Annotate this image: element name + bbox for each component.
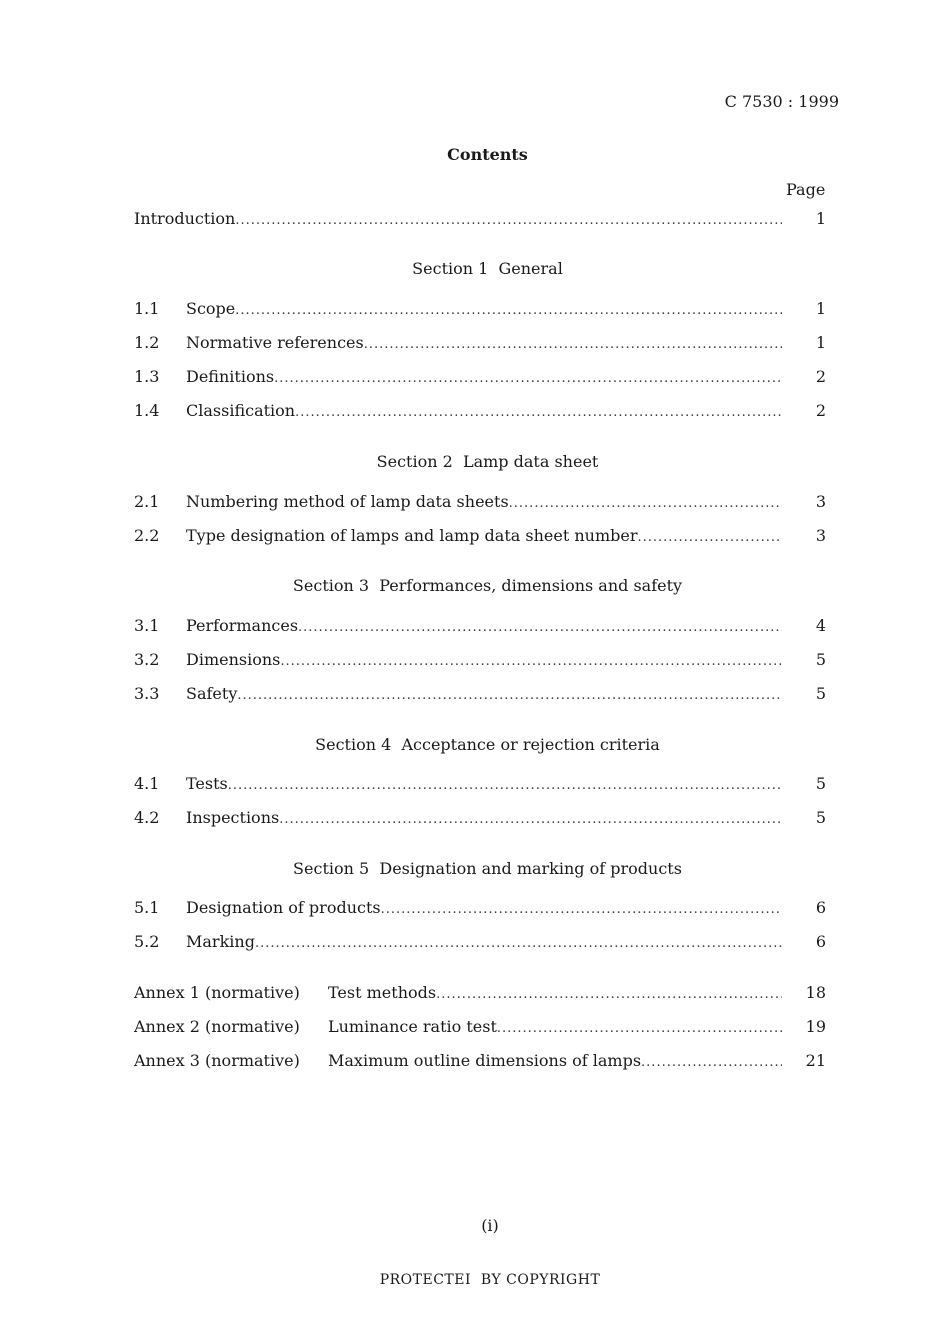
toc-entry-page: 3: [815, 526, 826, 545]
toc-entry-label: Inspections: [186, 808, 280, 827]
toc-entry[interactable]: [134, 299, 826, 321]
dot-leader: [436, 987, 782, 1002]
dot-leader: [235, 213, 782, 228]
toc-entry-number: 4.2: [134, 808, 160, 827]
toc-entry-label: Type designation of lamps and lamp data sheet number: [186, 526, 638, 545]
toc-entry-page: 18: [805, 983, 826, 1002]
toc-entry-number: 3.3: [134, 684, 160, 703]
toc-entry-label: Tests: [186, 774, 228, 793]
toc-entry[interactable]: [134, 401, 826, 423]
toc-entry-number: 4.1: [134, 774, 160, 793]
dot-leader: [280, 654, 782, 669]
dot-leader: [509, 496, 782, 511]
dot-leader: [641, 1055, 782, 1070]
annex-number: Annex 2 (normative): [134, 1017, 300, 1036]
toc-entry-label: Scope: [186, 299, 236, 318]
toc-entry-label: Safety: [186, 684, 238, 703]
toc-entry-introduction[interactable]: [134, 209, 826, 231]
toc-entry-label: Introduction: [134, 209, 236, 228]
toc-entry[interactable]: [134, 367, 826, 389]
toc-entry-number: 1.3: [134, 367, 160, 386]
contents-title: Contents: [447, 145, 528, 164]
toc-entry-page: 2: [815, 367, 826, 386]
dot-leader: [237, 688, 782, 703]
dot-leader: [295, 405, 782, 420]
toc-entry-label: Dimensions: [186, 650, 281, 669]
toc-entry-label: Classification: [186, 401, 296, 420]
dot-leader: [298, 620, 782, 635]
dot-leader: [274, 371, 782, 386]
toc-entry-number: 2.1: [134, 492, 160, 511]
toc-entry-number: 5.2: [134, 932, 160, 951]
dot-leader: [235, 303, 782, 318]
toc-entry-label: Luminance ratio test: [328, 1017, 497, 1036]
section-heading: Section 5 Designation and marking of products: [293, 859, 682, 878]
toc-entry-page: 5: [815, 684, 826, 703]
toc-entry-number: 3.1: [134, 616, 160, 635]
dot-leader: [497, 1021, 782, 1036]
toc-entry-label: Definitions: [186, 367, 275, 386]
toc-entry-number: 2.2: [134, 526, 160, 545]
toc-entry[interactable]: [134, 898, 826, 920]
section-heading: Section 2 Lamp data sheet: [376, 452, 599, 471]
toc-entry-page: 5: [815, 808, 826, 827]
toc-entry-page: 5: [815, 774, 826, 793]
toc-entry-label: Maximum outline dimensions of lamps: [328, 1051, 642, 1070]
toc-entry[interactable]: [134, 492, 826, 514]
toc-entry-label: Normative references: [186, 333, 364, 352]
section-heading: Section 1 General: [412, 259, 563, 278]
toc-entry-page: 3: [815, 492, 826, 511]
toc-annex-entry[interactable]: [134, 983, 826, 1005]
section-heading: Section 4 Acceptance or rejection criteria: [315, 735, 660, 754]
toc-entry-label: Marking: [186, 932, 255, 951]
toc-entry[interactable]: [134, 774, 826, 796]
page-column-header: Page: [786, 180, 826, 199]
toc-entry[interactable]: [134, 684, 826, 706]
annex-number: Annex 3 (normative): [134, 1051, 300, 1070]
dot-leader: [228, 778, 782, 793]
toc-entry[interactable]: [134, 808, 826, 830]
toc-entry-label: Designation of products: [186, 898, 381, 917]
copyright-notice: PROTECTEI BY COPYRIGHT: [379, 1272, 601, 1288]
toc-entry-page: 4: [815, 616, 826, 635]
toc-entry-number: 1.1: [134, 299, 160, 318]
toc-entry-label: Performances: [186, 616, 299, 635]
toc-annex-entry[interactable]: [134, 1017, 826, 1039]
dot-leader: [279, 812, 782, 827]
toc-entry[interactable]: [134, 333, 826, 355]
toc-entry-number: 5.1: [134, 898, 160, 917]
toc-entry-page: 19: [805, 1017, 826, 1036]
toc-entry[interactable]: [134, 616, 826, 638]
toc-entry-page: 5: [815, 650, 826, 669]
section-heading: Section 3 Performances, dimensions and safety: [292, 576, 683, 595]
toc-entry[interactable]: [134, 526, 826, 548]
toc-entry-page: 1: [815, 299, 826, 318]
toc-entry-page: 2: [815, 401, 826, 420]
toc-entry-page: 1: [815, 209, 826, 228]
annex-number: Annex 1 (normative): [134, 983, 300, 1002]
toc-entry-label: Numbering method of lamp data sheets: [186, 492, 509, 511]
toc-annex-entry[interactable]: [134, 1051, 826, 1073]
toc-entry-page: 6: [815, 898, 826, 917]
toc-entry-page: 1: [815, 333, 826, 352]
toc-entry-page: 6: [815, 932, 826, 951]
toc-entry-page: 21: [805, 1051, 826, 1070]
dot-leader: [364, 337, 782, 352]
dot-leader: [381, 902, 782, 917]
footer-page-number: (i): [481, 1216, 499, 1235]
dot-leader: [637, 530, 782, 545]
toc-entry[interactable]: [134, 650, 826, 672]
toc-entry-label: Test methods: [328, 983, 437, 1002]
toc-entry-number: 1.4: [134, 401, 160, 420]
dot-leader: [255, 936, 782, 951]
document-number: C 7530 : 1999: [724, 92, 839, 111]
toc-entry-number: 1.2: [134, 333, 160, 352]
toc-entry-number: 3.2: [134, 650, 160, 669]
toc-entry[interactable]: [134, 932, 826, 954]
